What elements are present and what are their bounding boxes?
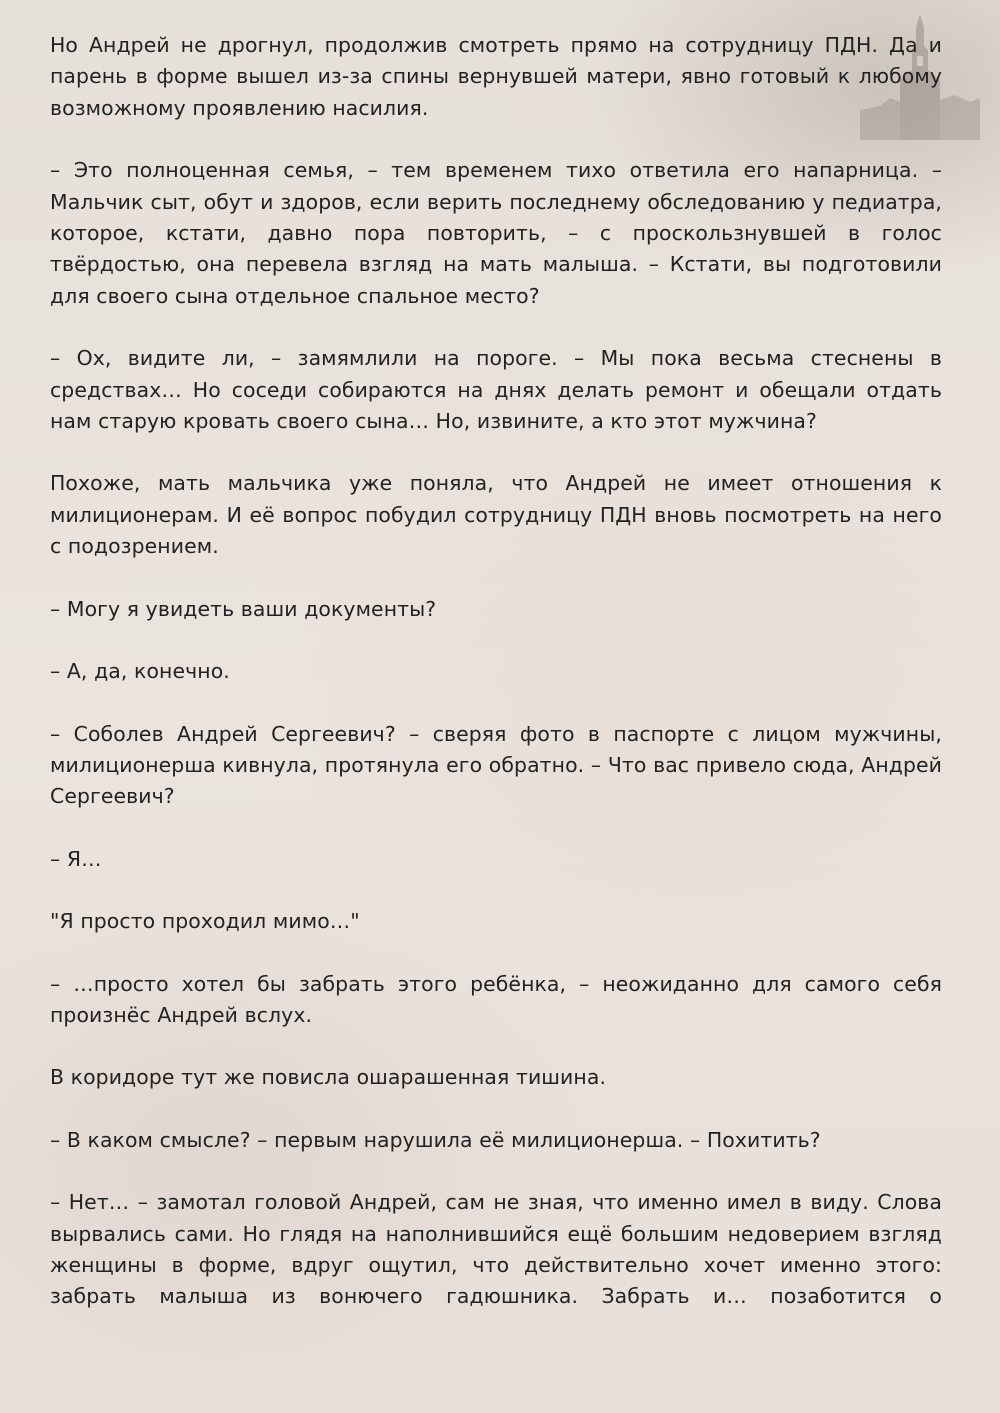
paragraph: Похоже, мать мальчика уже поняла, что Андрей не имеет отношения к милиционерам. И её вопрос побудил сотрудницу ПДН вновь посмотреть на него с подозрением.	[50, 471, 942, 559]
paragraph: – Это полноценная семья, – тем временем тихо ответила его напарница. – Мальчик сыт, обут и здоров, если верить последнему обследованию у педиатра, которое, кстати, давно пора повторить, – с проскользнувшей в голос твёрдостью, она перевела взгляд на мать малыша. – Кстати, вы подготовили для своего сына отдельное спальное место?	[50, 158, 942, 308]
paragraph: "Я просто проходил мимо…"	[50, 909, 360, 934]
paragraph: – Могу я увидеть ваши документы?	[50, 596, 437, 621]
paragraph: – А, да, конечно.	[50, 659, 230, 684]
paragraph: – …просто хотел бы забрать этого ребёнка, – неожиданно для самого себя произнёс Андрей вслух.	[50, 971, 942, 1027]
paragraph: – Нет… – замотал головой Андрей, сам не зная, что именно имел в виду. Слова вырвались сами. Но глядя на наполнившийся ещё большим недоверием взгляд женщины в форме, вдруг ощутил, что действительно хочет именно этого: забрать малыша из вонючего гадюшника. Забрать и… позаботится о	[50, 1190, 942, 1309]
text-column	[50, 30, 942, 1313]
paragraph: – Ох, видите ли, – замямлили на пороге. – Мы пока весьма стеснены в средствах… Но соседи собираются на днях делать ремонт и обещали отдать нам старую кровать своего сына… Но, извините, а кто этот мужчина?	[50, 346, 942, 434]
paragraph: – Я…	[50, 846, 102, 871]
paragraph: – В каком смысле? – первым нарушила её милиционерша. – Похитить?	[50, 1127, 821, 1152]
paragraph: – Соболев Андрей Сергеевич? – сверяя фото в паспорте с лицом мужчины, милиционерша кивнула, протянула его обратно. – Что вас привело сюда, Андрей Сергеевич?	[50, 721, 942, 809]
paragraph: В коридоре тут же повисла ошарашенная тишина.	[50, 1065, 607, 1090]
paragraph: Но Андрей не дрогнул, продолжив смотреть прямо на сотрудницу ПДН. Да и парень в форме вышел из-за спины вернувшей матери, явно готовый к любому возможному проявлению насилия.	[50, 33, 942, 120]
